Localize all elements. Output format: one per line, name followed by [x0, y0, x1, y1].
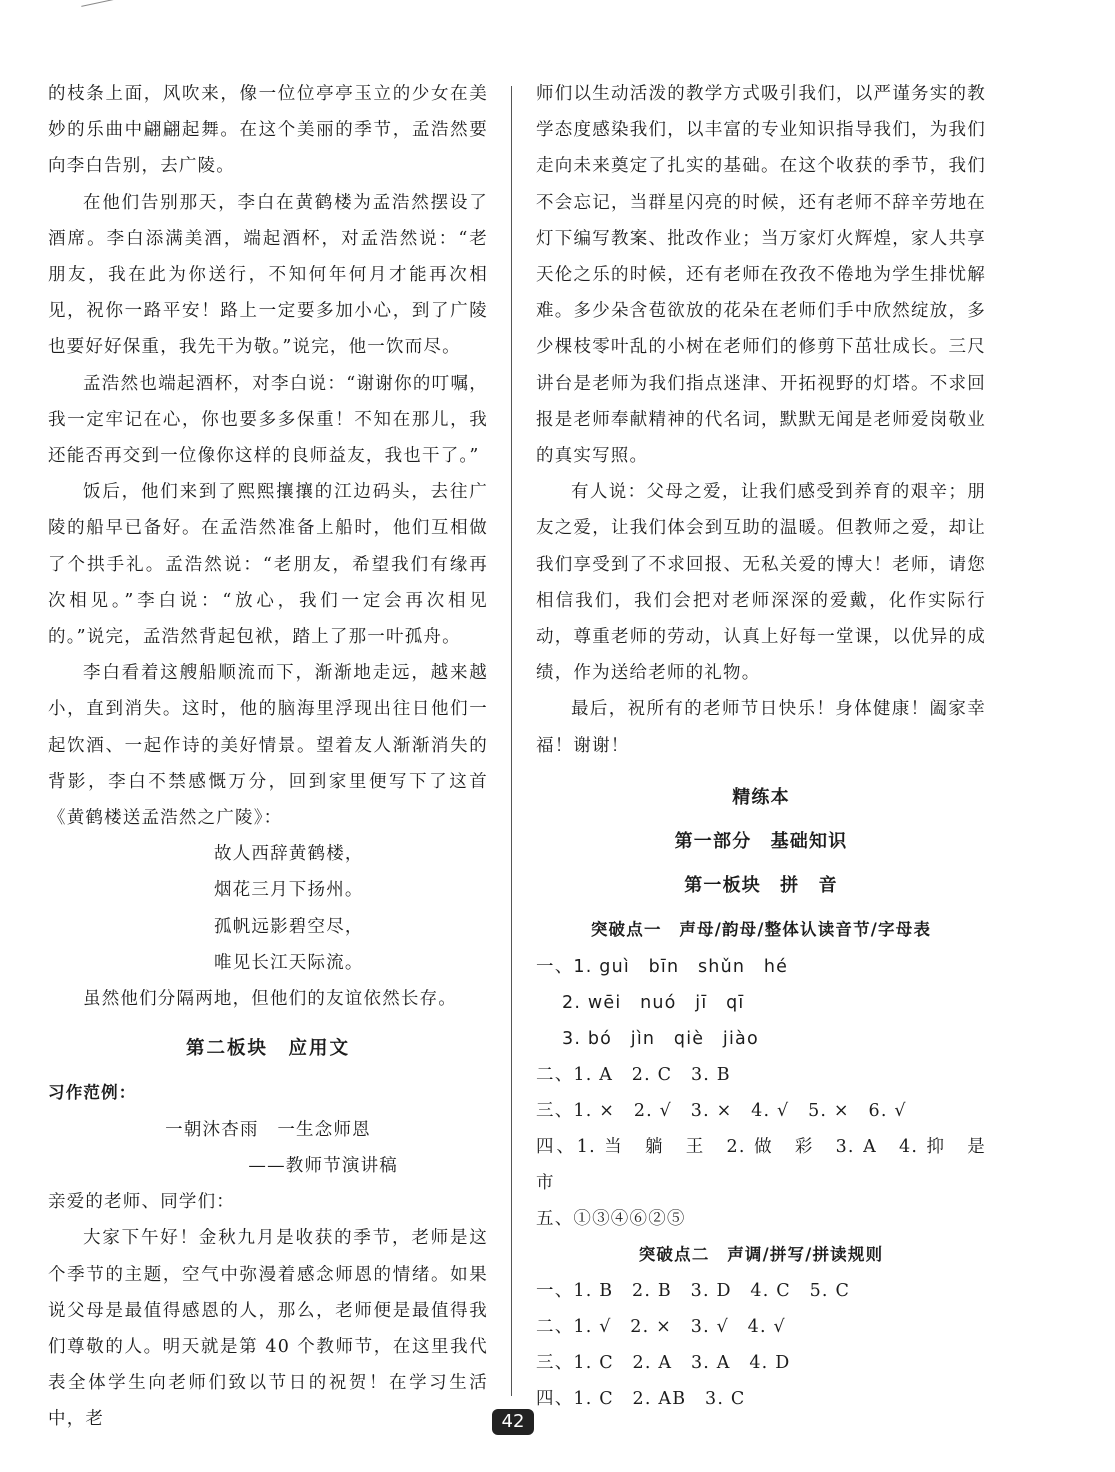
speech-paragraph: 有人说：父母之爱，让我们感受到养育的艰辛；朋友之爱，让我们体会到互助的温暖。但教师之爱，却让我们享受到了不求回报、无私关爱的博大！老师，请您相信我们，我们会把对老师深深的爱戴，化作实际行动，尊重老师的劳动，认真上好每一堂课，以优异的成绩，作为送给老师的礼物。: [536, 482, 986, 684]
poem-line: 唯见长江天际流。: [214, 952, 364, 973]
poem-line: 故人西辞黄鹤楼，: [214, 844, 364, 865]
answer-line: 2. wēi nuó jī qī: [562, 992, 745, 1013]
story-paragraph: 的枝条上面，风吹来，像一位位亭亭玉立的少女在美妙的乐曲中翩翩起舞。在这个美丽的季节，孟浩然要向李白告别，去广陵。: [48, 84, 488, 177]
section-heading: 第二板块 应用文: [185, 1038, 350, 1060]
right-column: [536, 76, 1005, 1417]
story-paragraph: 饭后，他们来到了熙熙攘攘的江边码头，去往广陵的船早已备好。在孟浩然准备上船时，他们互相做了个拱手礼。孟浩然说：“老朋友，希望我们有缘再次相见。”李白说：“放心，我们一定会再次相见的。”说完，孟浩然背起包袱，踏上了那一叶孤舟。: [48, 482, 488, 648]
story-paragraph: 孟浩然也端起酒杯，对李白说：“谢谢你的叮嘱，我一定牢记在心，你也要多多保重！不知在那儿，我还能否再交到一位像你这样的良师益友，我也干了。”: [48, 373, 488, 467]
poem-line: 孤帆远影碧空尽，: [214, 916, 364, 937]
answer-line: 一、1. guì bīn shǔn hé: [536, 956, 789, 977]
answer-line: 二、1. √ 2. × 3. √ 4. √: [536, 1316, 786, 1337]
salutation: 亲爱的老师、同学们：: [48, 1192, 235, 1213]
page-number: 42: [492, 1409, 534, 1435]
column-divider: [511, 86, 512, 1396]
block-heading: 第一板块 拼 音: [684, 875, 838, 897]
point1-heading: 突破点一 声母/韵母/整体认读音节/字母表: [590, 920, 932, 940]
speech-paragraph: 大家下午好！金秋九月是收获的季节，老师是这个季节的主题，空气中弥漫着感念师恩的情绪。如果说父母是最值得感恩的人，那么，老师便是最值得我们尊敬的人。明天就是第 40 个教师节，在这里我代表全体学生向老师们致以节日的祝贺！在学习生活中，老: [48, 1228, 488, 1430]
example-label: 习作范例：: [48, 1083, 137, 1103]
point2-heading: 突破点二 声调/拼写/拼读规则: [638, 1244, 884, 1264]
book-heading: 精练本: [732, 786, 790, 808]
left-column: [48, 76, 488, 1438]
story-paragraph: 在他们告别那天，李白在黄鹤楼为孟浩然摆设了酒席。李白添满美酒，端起酒杯，对孟浩然说：“老朋友，我在此为你送行，不知何年何月才能再次相见，祝你一路平安！路上一定要多加小心，到了广陵也要好好保重，我先干为敬。”说完，他一饮而尽。: [48, 192, 488, 358]
speech-paragraph: 最后，祝所有的老师节日快乐！身体健康！阖家幸福！谢谢！: [536, 699, 986, 756]
poem-line: 烟花三月下扬州。: [214, 880, 364, 901]
scan-mark: [80, 0, 115, 7]
story-paragraph: 李白看着这艘船顺流而下，渐渐地走远，越来越小，直到消失。这时，他的脑海里浮现出往日他们一起饮酒、一起作诗的美好情景。望着友人渐渐消失的背影，李白不禁感慨万分，回到家里便写下了这首《黄鹤楼送孟浩然之广陵》：: [48, 663, 488, 829]
story-closing: 虽然他们分隔两地，但他们的友谊依然长存。: [83, 989, 457, 1010]
speech-paragraph: 师们以生动活泼的教学方式吸引我们，以严谨务实的教学态度感染我们，以丰富的专业知识指导我们，为我们走向未来奠定了扎实的基础。在这个收获的季节，我们不会忘记，当群星闪亮的时候，还有老师不辞辛劳地在灯下编写教案、批改作业；当万家灯火辉煌，家人共享天伦之乐的时候，还有老师在孜孜不倦地为学生排忧解难。多少朵含苞欲放的花朵在老师们手中欣然绽放，多少棵枝零叶乱的小树在老师们的修剪下茁壮成长。三尺讲台是老师为我们指点迷津、开拓视野的灯塔。不求回报是老师奉献精神的代名词，默默无闻是老师爱岗敬业的真实写照。: [536, 84, 986, 467]
answer-line: 三、1. × 2. √ 3. × 4. √ 5. × 6. √: [536, 1100, 907, 1121]
answer-line: 五、①③④⑥②⑤: [536, 1208, 686, 1229]
speech-title: 一朝沐杏雨 一生念师恩: [165, 1119, 371, 1140]
answer-line: 四、1. 当 躺 王 2. 做 彩 3. A 4. 抑 是 市: [536, 1136, 1005, 1193]
answer-line: 四、1. C 2. AB 3. C: [536, 1388, 746, 1409]
answer-line: 三、1. C 2. A 3. A 4. D: [536, 1352, 791, 1373]
answer-line: 二、1. A 2. C 3. B: [536, 1064, 731, 1085]
speech-subtitle: ——教师节演讲稿: [248, 1155, 398, 1176]
answer-line: 一、1. B 2. B 3. D 4. C 5. C: [536, 1280, 851, 1301]
answer-line: 3. bó jìn qiè jiào: [562, 1028, 759, 1049]
part-heading: 第一部分 基础知识: [674, 831, 848, 853]
